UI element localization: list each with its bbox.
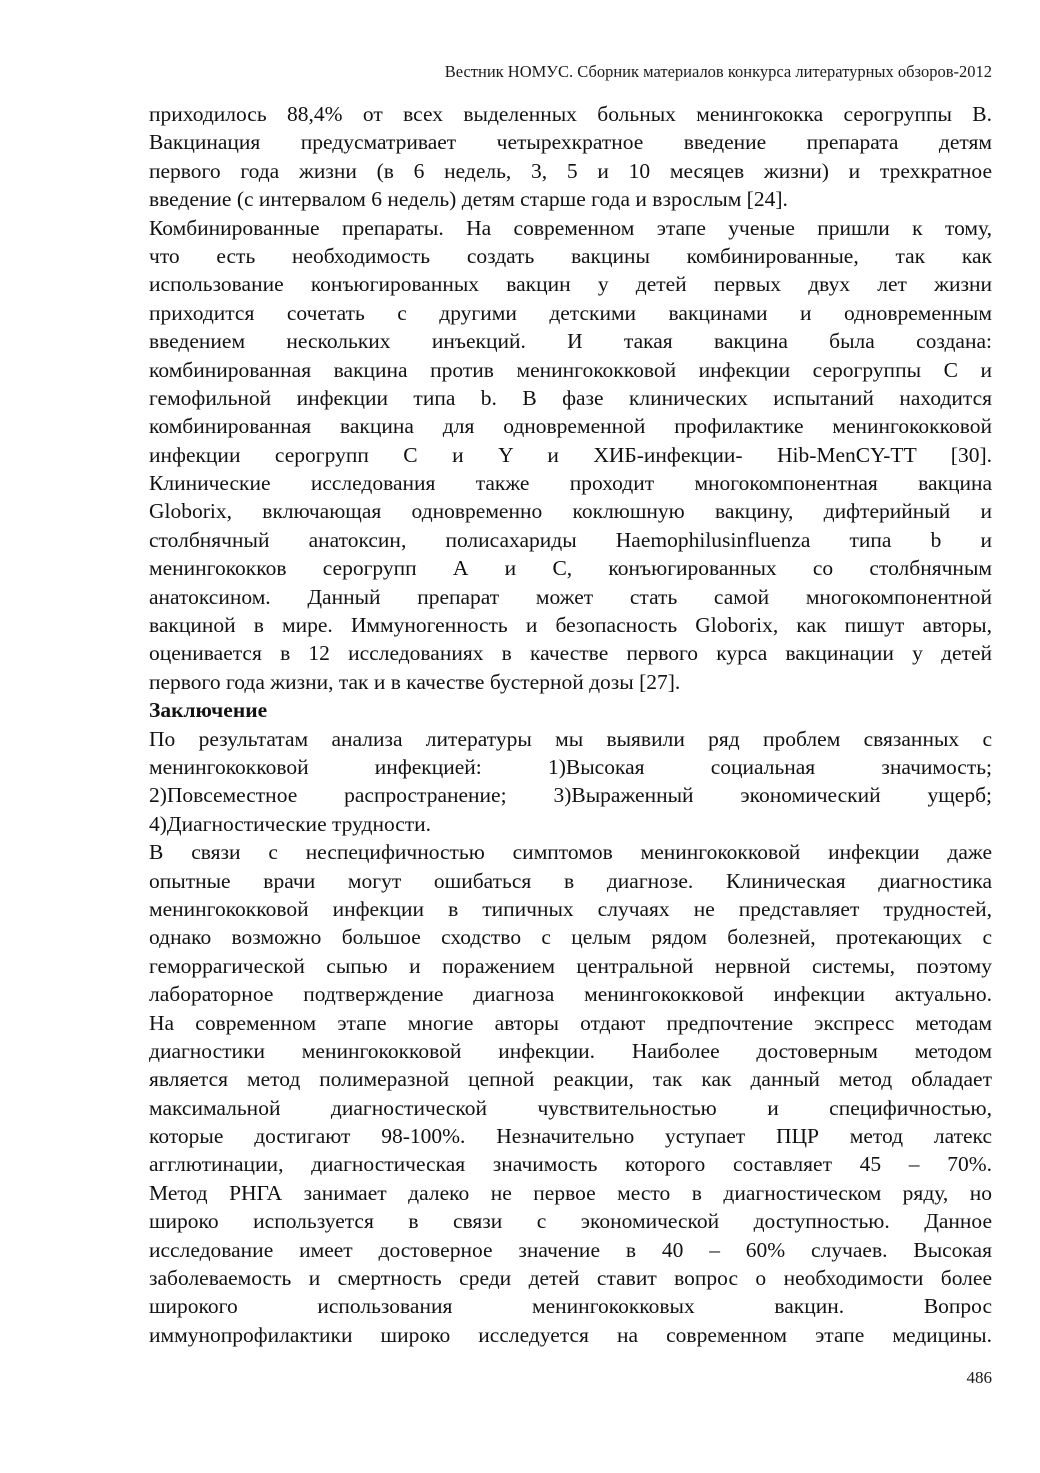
text-line: 4)Диагностические трудности. [149,811,432,836]
text-line: инфекции серогрупп С и Y и ХИБ-инфекции- Hib-MenCY-TT [30]. [149,442,992,467]
text-line: введение (с интервалом 6 недель) детям старше года и взрослым [24]. [149,187,788,212]
page-number: 486 [966,1368,992,1387]
text-line: 2)Повсеместное распространение; 3)Выраженный экономический ущерб; [149,783,992,808]
text-line: однако возможно большое сходство с целым рядом болезней, протекающих с [149,925,992,950]
text-line: Комбинированные препараты. На современном этапе ученые пришли к тому, [149,215,992,240]
text-line: Клинические исследования также проходит многокомпонентная вакцина [149,471,992,496]
text-line: столбнячный анатоксин, полисахариды Haemophilusinfluenza типа b и [149,527,992,552]
text-line: широкого использования менингококковых вакцин. Вопрос [149,1294,992,1319]
text-line: комбинированная вакцина для одновременной профилактике менингококковой [149,414,992,439]
text-line: диагностики менингококковой инфекции. Наиболее достоверным методом [149,1038,992,1063]
text-line: максимальной диагностической чувствительностью и специфичностью, [149,1095,992,1120]
text-line: введением нескольких инъекций. И такая вакцина была создана: [149,329,992,354]
text-line: широко используется в связи с экономической доступностью. Данное [149,1209,992,1234]
text-line: вакциной в мире. Иммуногенность и безопасность Globorix, как пишут авторы, [149,613,992,638]
text-line: менингококков серогрупп А и С, конъюгированных со столбнячным [149,556,992,581]
page-body [149,100,992,1349]
text-line: заболеваемость и смертность среди детей ставит вопрос о необходимости более [149,1266,992,1291]
text-line: приходилось 88,4% от всех выделенных больных менингококка серогруппы В. [149,102,992,126]
text-line: геморрагической сыпью и поражением центральной нервной системы, поэтому [149,953,992,978]
running-header: Вестник НОМУС. Сборник материалов конкурса литературных обзоров-2012 [444,62,992,81]
text-line: менингококковой инфекцией: 1)Высокая социальная значимость; [149,754,992,779]
text-line: Вакцинация предусматривает четырехкратное введение препарата детям [149,130,992,155]
text-line: лабораторное подтверждение диагноза менингококковой инфекции актуально. [149,982,992,1007]
text-line: комбинированная вакцина против менингококковой инфекции серогруппы С и [149,357,992,382]
text-line: менингококковой инфекции в типичных случаях не представляет трудностей, [149,896,992,921]
text-line: анатоксином. Данный препарат может стать самой многокомпонентной [149,584,992,609]
text-line: гемофильной инфекции типа b. В фазе клинических испытаний находится [149,385,992,410]
text-line: является метод полимеразной цепной реакции, так как данный метод обладает [149,1067,992,1092]
text-line: приходится сочетать с другими детскими вакцинами и одновременным [149,300,992,325]
text-line: исследование имеет достоверное значение в 40 – 60% случаев. Высокая [149,1237,992,1262]
text-line: агглютинации, диагностическая значимость которого составляет 45 – 70%. [149,1152,992,1177]
section-heading: Заключение [149,698,268,723]
text-line: которые достигают 98-100%. Незначительно уступает ПЦР метод латекс [149,1124,992,1149]
text-line: Метод РНГА занимает далеко не первое место в диагностическом ряду, но [149,1180,992,1205]
text-line: На современном этапе многие авторы отдают предпочтение экспресс методам [149,1010,992,1035]
text-line: оценивается в 12 исследованиях в качестве первого курса вакцинации у детей [149,641,992,666]
text-line: По результатам анализа литературы мы выявили ряд проблем связанных с [149,726,992,751]
text-line: использование конъюгированных вакцин у детей первых двух лет жизни [149,272,992,297]
text-line: В связи с неспецифичностью симптомов менингококковой инфекции даже [149,840,992,865]
text-line: первого года жизни (в 6 недель, 3, 5 и 10 месяцев жизни) и трехкратное [149,158,992,183]
text-line: что есть необходимость создать вакцины комбинированные, так как [149,243,992,268]
text-line: первого года жизни, так и в качестве бустерной дозы [27]. [149,669,681,694]
text-line: опытные врачи могут ошибаться в диагнозе. Клиническая диагностика [149,868,992,893]
text-line: иммунопрофилактики широко исследуется на современном этапе медицины. [149,1322,992,1347]
text-line: Globorix, включающая одновременно коклюшную вакцину, дифтерийный и [149,499,992,524]
